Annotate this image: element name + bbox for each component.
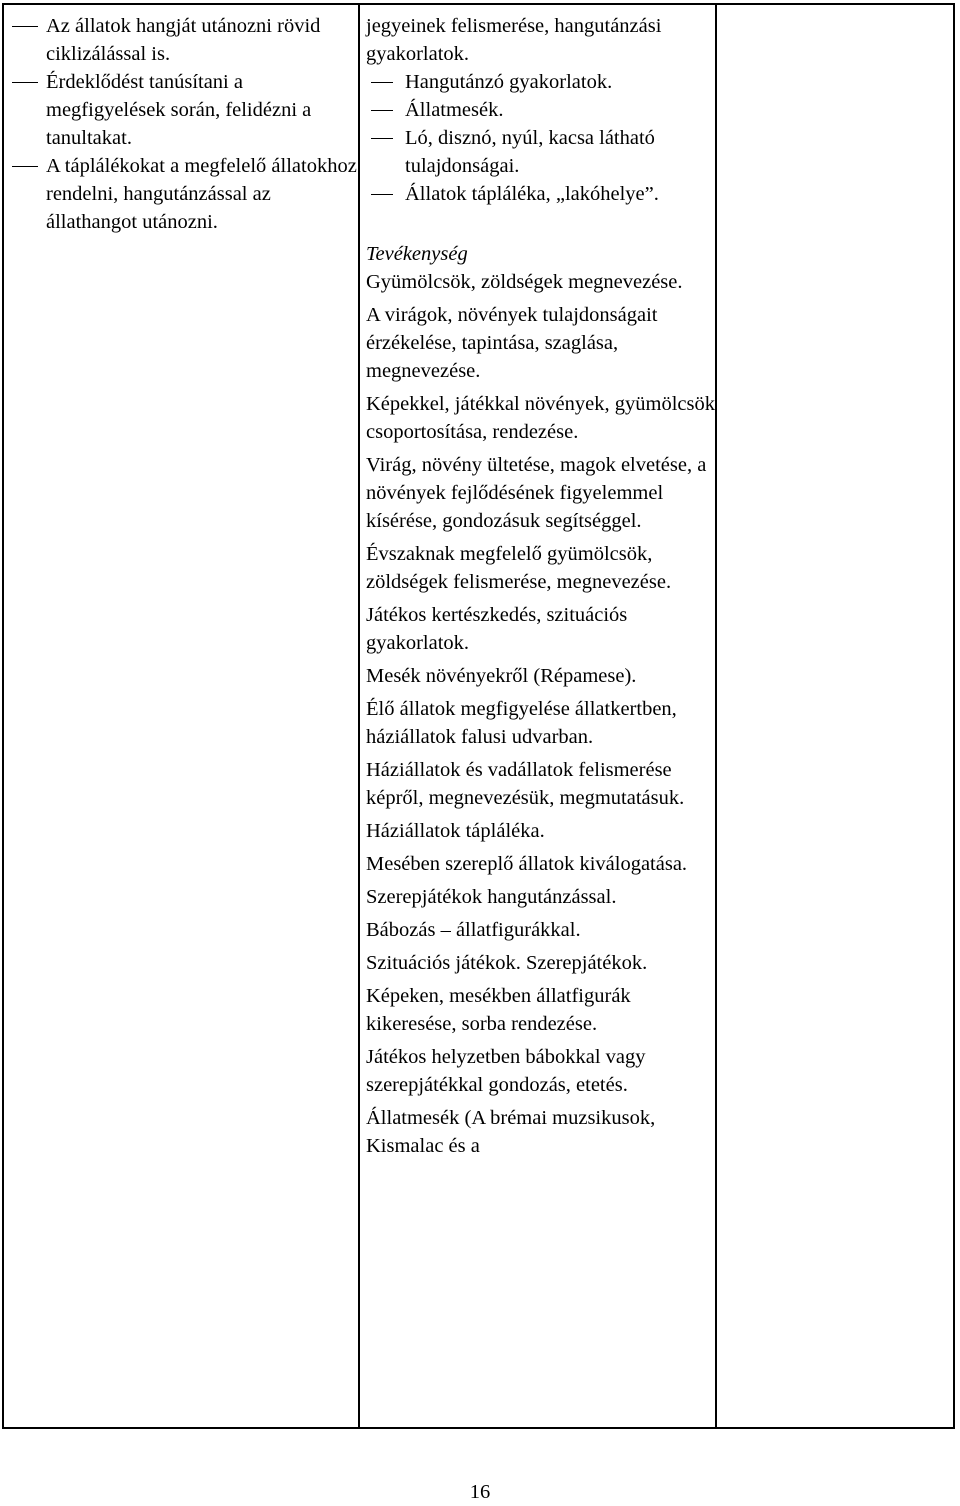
paragraph: A virágok, növények tulajdonságait érzékelése, tapintása, szaglása, megnevezése. [366,304,658,382]
paragraph: Képeken, mesékben állatfigurák kikeresése, sorba rendezése. [366,985,631,1035]
paragraph: Állatmesék (A brémai muzsikusok, Kismalac és a [366,1107,656,1157]
paragraph: Játékos kertészkedés, szituációs gyakorlatok. [366,604,628,654]
list-item [361,96,715,124]
list-item-text: Ló, disznó, nyúl, kacsa látható tulajdonságai. [405,127,655,177]
paragraph: Háziállatok és vadállatok felismerése képről, megnevezésük, megmutatásuk. [366,759,685,809]
paragraph: Háziállatok tápláléka. [366,820,545,842]
list-item [4,152,360,236]
paragraph: Szerepjátékok hangutánzással. [366,886,617,908]
list-item-text: A táplálékokat a megfelelő állatokhoz rendelni, hangutánzással az állathangot utánozni. [46,155,357,233]
dash-bullet-icon [371,110,393,111]
continued-text: jegyeinek felismerése, hangutánzási gyakorlatok. [366,15,662,65]
paragraph: Élő állatok megfigyelése állatkertben, háziállatok falusi udvarban. [366,698,677,748]
list-item-text: Érdeklődést tanúsítani a megfigyelések során, felidézni a tanultakat. [46,71,312,149]
paragraph: Bábozás – állatfigurákkal. [366,919,581,941]
paragraph: Játékos helyzetben bábokkal vagy szerepjátékkal gondozás, etetés. [366,1046,646,1096]
dash-bullet-icon [12,82,38,83]
activities-column [361,5,715,1165]
dash-bullet-icon [371,194,393,195]
list-item-text: Állatmesék. [405,99,504,121]
list-item-text: Hangutánzó gyakorlatok. [405,71,613,93]
section-title: Tevékenység [366,243,468,265]
goals-column [4,5,360,236]
dash-bullet-icon [12,166,38,167]
paragraph: Évszaknak megfelelő gyümölcsök, zöldségek felismerése, megnevezése. [366,543,672,593]
dash-bullet-icon [12,26,38,27]
list-item-text: Állatok tápláléka, „lakóhelye”. [405,183,659,205]
paragraph: Gyümölcsök, zöldségek megnevezése. [366,271,683,293]
page-number: 16 [469,1481,491,1503]
dash-bullet-icon [371,138,393,139]
paragraph: Virág, növény ültetése, magok elvetése, a növények fejlődésének figyelemmel kísérése, gondozásuk segítséggel. [366,454,707,532]
list-item [4,68,360,152]
paragraph: Képekkel, játékkal növények, gyümölcsök csoportosítása, rendezése. [366,393,715,443]
list-item [361,124,715,180]
activities-list [361,68,715,208]
content-table [2,3,955,1429]
paragraph: Mesék növényekről (Répamese). [366,665,637,687]
list-item [361,180,715,208]
list-item [361,68,715,96]
column-divider-2 [715,5,717,1427]
list-item-text: Az állatok hangját utánozni rövid ciklizálással is. [46,15,321,65]
paragraph: Mesében szereplő állatok kiválogatása. [366,853,688,875]
dash-bullet-icon [371,82,393,83]
goals-list [4,12,360,236]
list-item [4,12,360,68]
paragraph: Szituációs játékok. Szerepjátékok. [366,952,648,974]
